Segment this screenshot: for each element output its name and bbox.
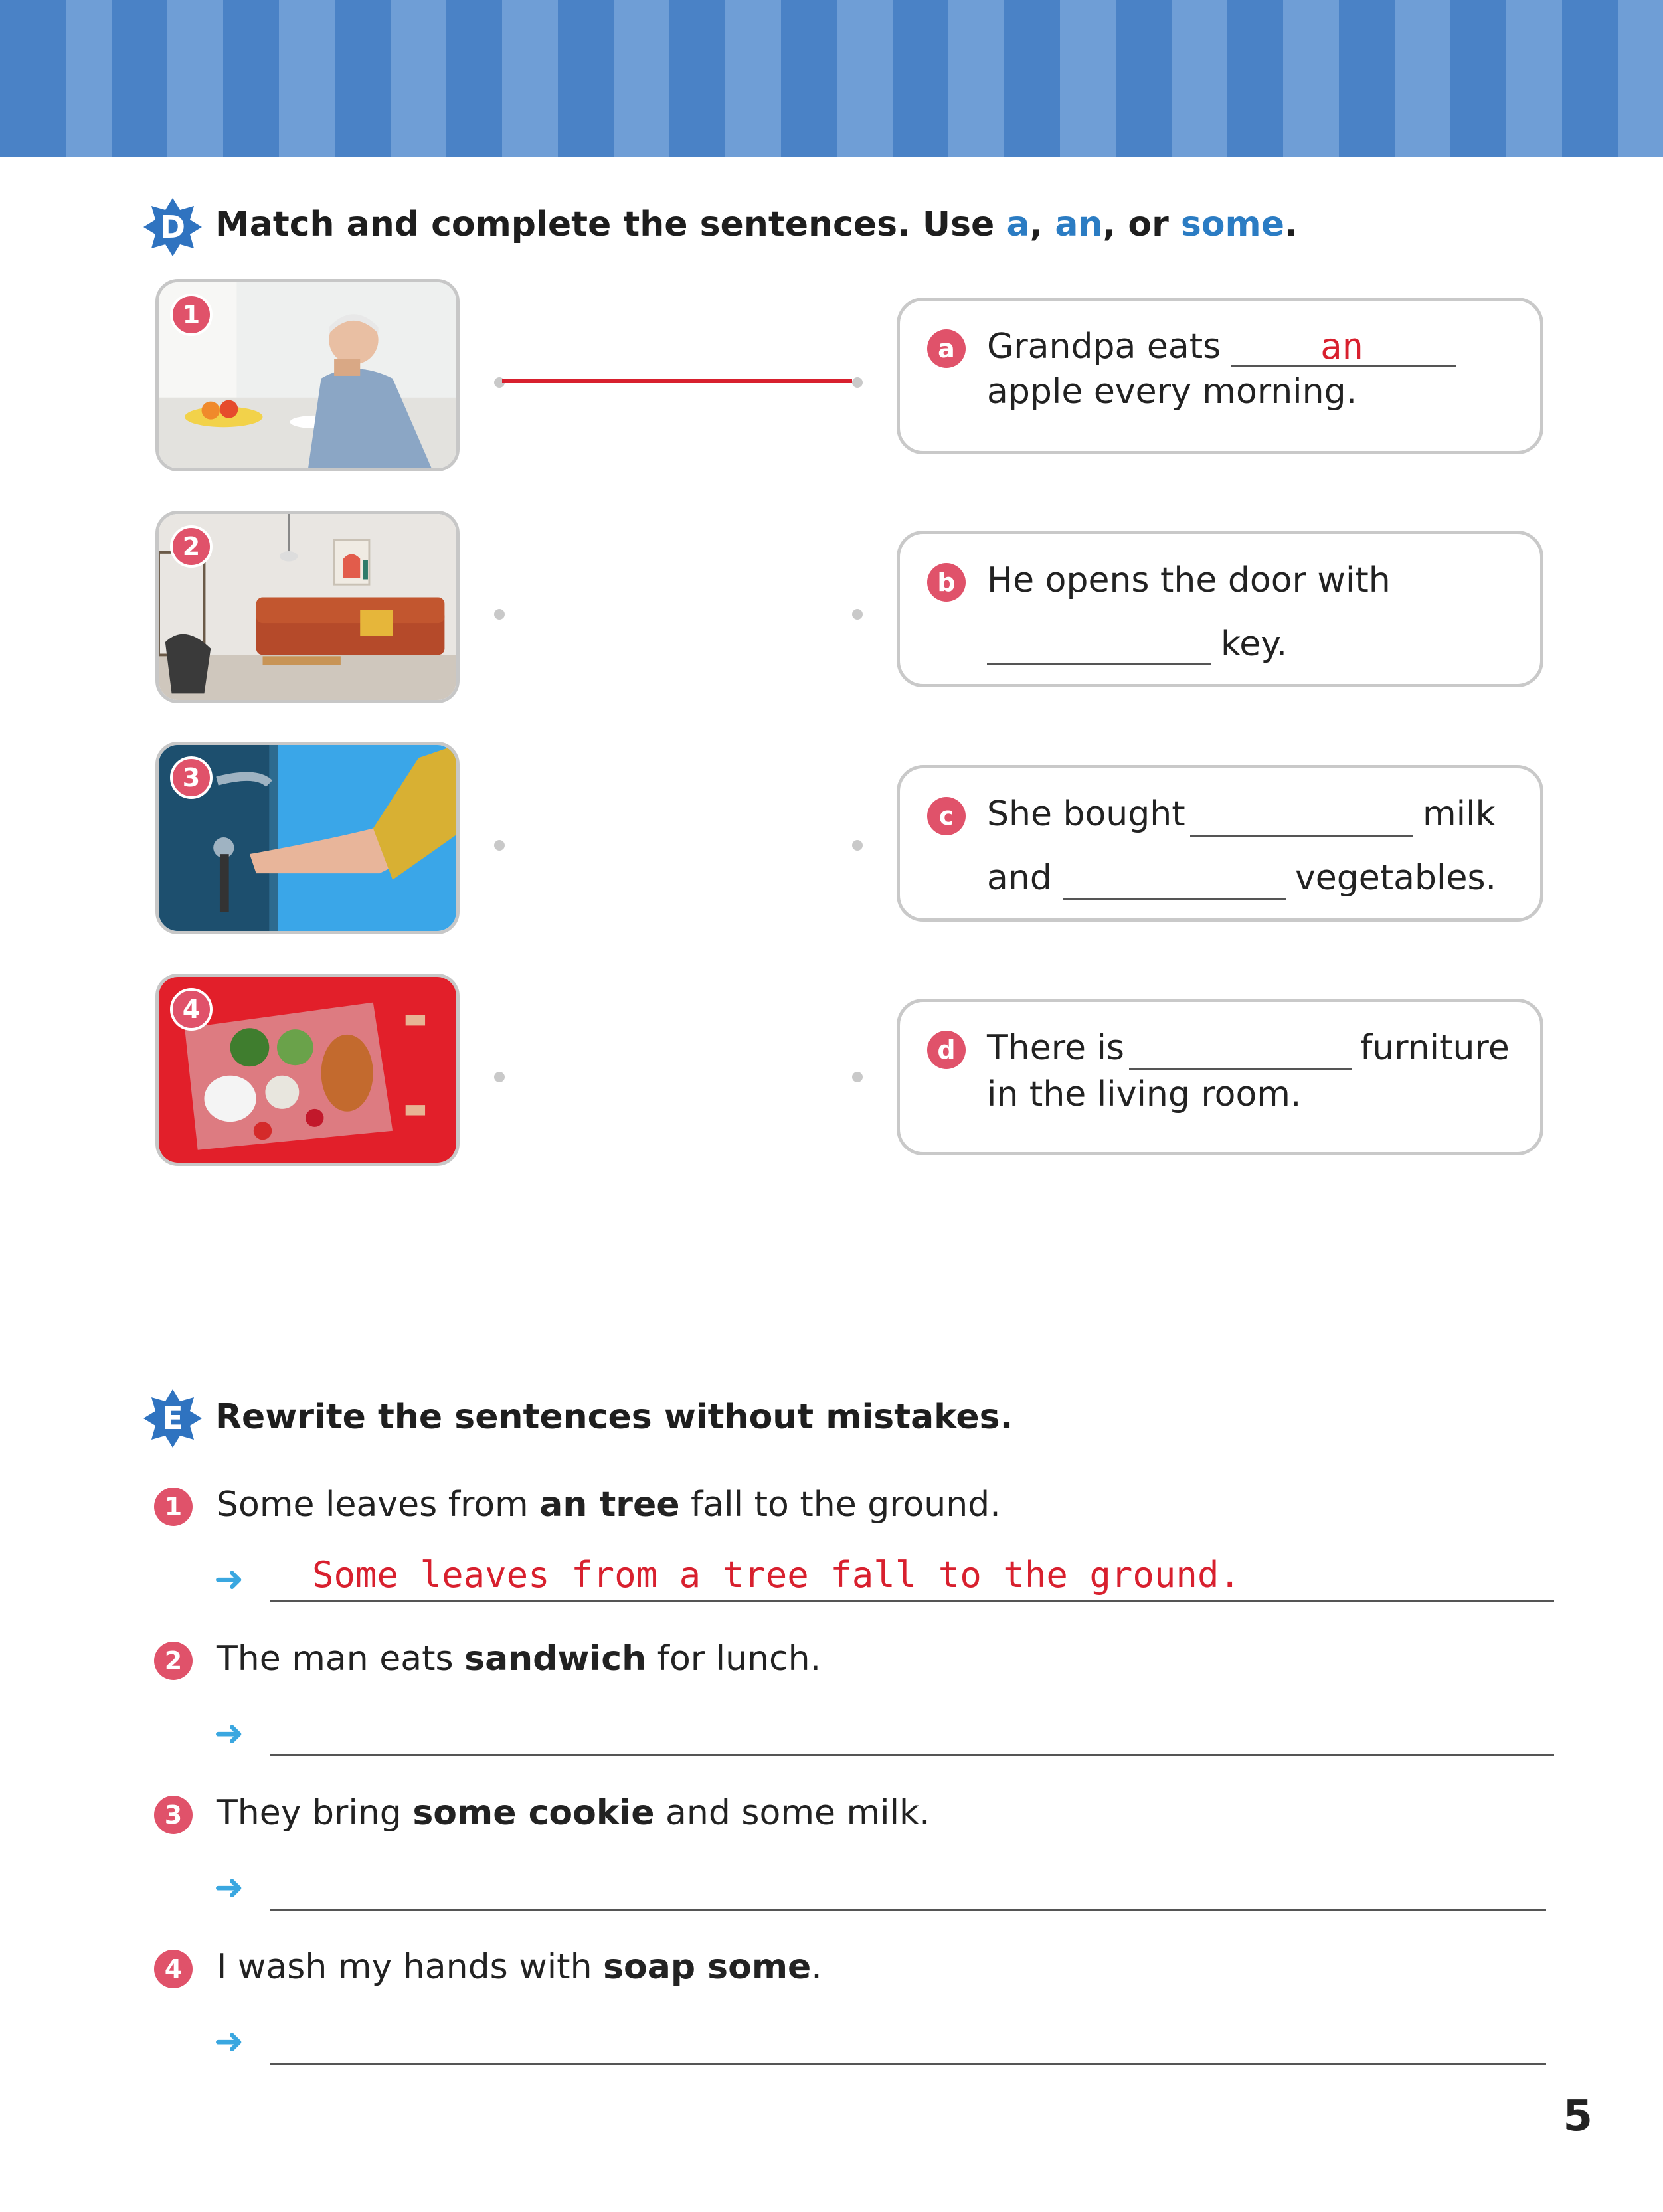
sentence-c-part3: and	[987, 858, 1052, 898]
match-dot-right-2[interactable]	[852, 609, 863, 620]
word-a: a	[1006, 205, 1030, 244]
match-line-1-a	[502, 379, 852, 383]
section-e-instruction: Rewrite the sentences without mistakes.	[215, 1397, 1013, 1437]
answer-line-4[interactable]	[270, 2063, 1546, 2065]
sentence-d-blank[interactable]	[1129, 1068, 1352, 1070]
badge-letter: E	[162, 1401, 183, 1436]
sentence-letter-d: d	[927, 1031, 966, 1069]
arrow-icon: ➜	[214, 1558, 244, 1600]
sentence-letter-b: b	[927, 563, 966, 602]
question-number-2: 2	[154, 1642, 193, 1680]
question-2-text: The man eats sandwich for lunch.	[217, 1639, 822, 1679]
sentence-a-answer: an	[1320, 325, 1364, 367]
match-dot-left-4[interactable]	[494, 1072, 505, 1082]
sentence-c-part4: vegetables.	[1295, 858, 1497, 898]
word-some: some	[1180, 205, 1284, 244]
question-4-text: I wash my hands with soap some.	[217, 1947, 822, 1987]
question-number-4: 4	[154, 1950, 193, 1988]
answer-line-1[interactable]	[270, 1600, 1554, 1602]
sentence-b-blank[interactable]	[987, 663, 1211, 665]
answer-1-text: Some leaves from a tree fall to the ground.	[312, 1554, 1241, 1596]
question-number-1: 1	[154, 1488, 193, 1526]
top-banner	[0, 0, 1663, 157]
sentence-d-part2: furniture	[1360, 1028, 1510, 1068]
arrow-icon: ➜	[214, 2020, 244, 2062]
sentence-c-blank-1[interactable]	[1190, 835, 1413, 837]
match-dot-right-1[interactable]	[852, 377, 863, 388]
sentence-b-part2: key.	[1221, 624, 1288, 664]
page-number: 5	[1563, 2092, 1593, 2141]
arrow-icon: ➜	[214, 1866, 244, 1908]
word-an: an	[1055, 205, 1103, 244]
sentence-letter-a: a	[927, 329, 966, 368]
question-1-error: an tree	[539, 1485, 680, 1525]
match-dot-left-2[interactable]	[494, 609, 505, 620]
picture-number-4: 4	[170, 988, 213, 1031]
answer-line-2[interactable]	[270, 1754, 1554, 1756]
question-1-text: Some leaves from an tree fall to the ground.	[217, 1485, 1001, 1525]
match-dot-left-3[interactable]	[494, 840, 505, 851]
sentence-a-part2: apple every morning.	[987, 372, 1357, 412]
arrow-icon: ➜	[214, 1712, 244, 1754]
sentence-d-part3: in the living room.	[987, 1074, 1302, 1114]
sentence-c-part1: She bought	[987, 794, 1185, 834]
question-number-3: 3	[154, 1796, 193, 1834]
picture-number-2: 2	[170, 525, 213, 568]
sentence-c-blank-2[interactable]	[1063, 898, 1286, 900]
question-3-text: They bring some cookie and some milk.	[217, 1793, 930, 1833]
answer-line-3[interactable]	[270, 1909, 1546, 1911]
picture-number-1: 1	[170, 294, 213, 336]
sentence-letter-c: c	[927, 797, 966, 835]
sentence-d-part1: There is	[987, 1028, 1125, 1068]
badge-letter: D	[159, 209, 186, 245]
question-3-error: some cookie	[412, 1793, 655, 1833]
section-e-badge	[142, 1388, 203, 1449]
match-dot-right-3[interactable]	[852, 840, 863, 851]
question-2-error: sandwich	[464, 1639, 647, 1679]
picture-number-3: 3	[170, 756, 213, 799]
section-d-instruction: Match and complete the sentences. Use a, an, or some.	[215, 205, 1298, 244]
sentence-b-part1: He opens the door with	[987, 560, 1391, 600]
match-dot-right-4[interactable]	[852, 1072, 863, 1082]
sentence-a-part1: Grandpa eats	[987, 327, 1221, 367]
question-4-error: soap some	[603, 1947, 812, 1987]
sentence-c-part2: milk	[1423, 794, 1496, 834]
section-d-badge	[142, 197, 203, 258]
